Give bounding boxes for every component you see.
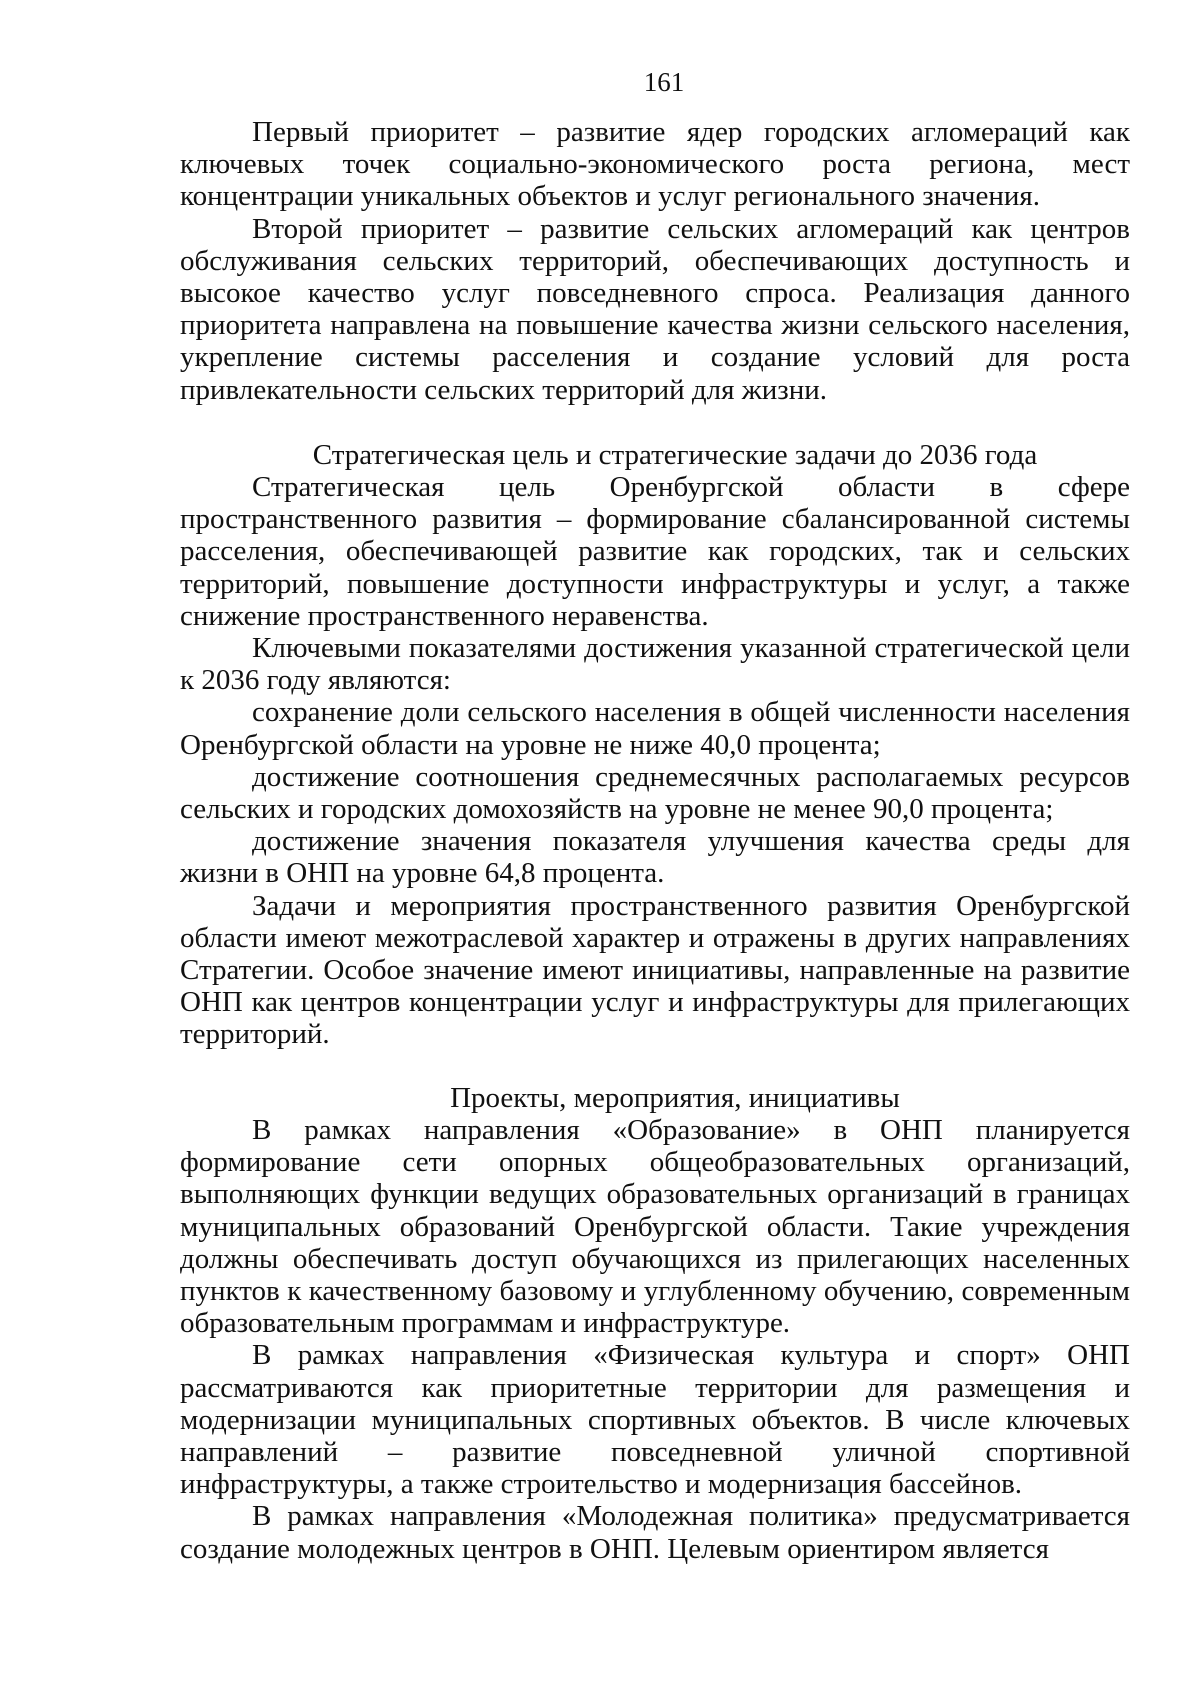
paragraph-education: В рамках направления «Образование» в ОНП планируется формирование сети опорных общеобразовательных организаций, выполняющих функции ведущих образовательных организаций в границах муниципальных образований Оренбургской области. Такие учреждения должны обеспечивать доступ обучающихся из прилегающих населенных пунктов к качественному базовому и углубленному обучению, современным образовательным программам и инфраструктуре. xyxy=(180,1113,1130,1340)
paragraph-indicator-living-quality: достижение значения показателя улучшения качества среды для жизни в ОНП на уровне 64,8 процента. xyxy=(180,825,1130,890)
paragraph-sport: В рамках направления «Физическая культура и спорт» ОНП рассматриваются как приоритетные территории для размещения и модернизации муниципальных спортивных объектов. В числе ключевых направлений – развитие повседневной уличной спортивной инфраструктуры, а также строительство и модернизация бассейнов. xyxy=(180,1339,1130,1501)
paragraph-youth-policy: В рамках направления «Молодежная политика» предусматривается создание молодежных центров в ОНП. Целевым ориентиром является xyxy=(180,1500,1130,1565)
paragraph-key-indicators: Ключевыми показателями достижения указанной стратегической цели к 2036 году являются: xyxy=(180,632,1130,697)
paragraph-indicator-rural-share: сохранение доли сельского населения в общей численности населения Оренбургской области на уровне не ниже 40,0 процента; xyxy=(180,696,1130,761)
paragraph-priority-2: Второй приоритет – развитие сельских агломераций как центров обслуживания сельских территорий, обеспечивающих доступность и высокое качество услуг повседневного спроса. Реализация данного приоритета направлена на повышение качества жизни сельского населения, укрепление системы расселения и создание условий для роста привлекательности сельских территорий для жизни. xyxy=(180,212,1130,406)
section-heading-strategic-goal: Стратегическая цель и стратегические задачи до 2036 года xyxy=(312,438,1038,471)
section-gap xyxy=(180,1051,1130,1082)
section-heading-projects: Проекты, мероприятия, инициативы xyxy=(450,1081,900,1114)
paragraph-strategic-goal: Стратегическая цель Оренбургской области в сфере пространственного развития – формирование сбалансированной системы расселения, обеспечивающей развитие как городских, так и сельских территорий, повышение доступности инфраструктуры и услуг, а также снижение пространственного неравенства. xyxy=(180,471,1130,632)
page-number: 161 xyxy=(643,67,685,97)
paragraph-indicator-household-ratio: достижение соотношения среднемесячных располагаемых ресурсов сельских и городских домохозяйств на уровне не менее 90,0 процента; xyxy=(180,760,1130,826)
paragraph-priority-1: Первый приоритет – развитие ядер городских агломераций как ключевых точек социально-экономического роста региона, мест концентрации уникальных объектов и услуг регионального значения. xyxy=(180,116,1130,213)
paragraph-tasks: Задачи и мероприятия пространственного развития Оренбургской области имеют межотраслевой характер и отражены в других направлениях Стратегии. Особое значение имеют инициативы, направленные на развитие ОНП как центров концентрации услуг и инфраструктуры для прилегающих территорий. xyxy=(180,889,1130,1051)
section-gap xyxy=(180,406,1130,439)
document-page xyxy=(180,66,1130,1565)
